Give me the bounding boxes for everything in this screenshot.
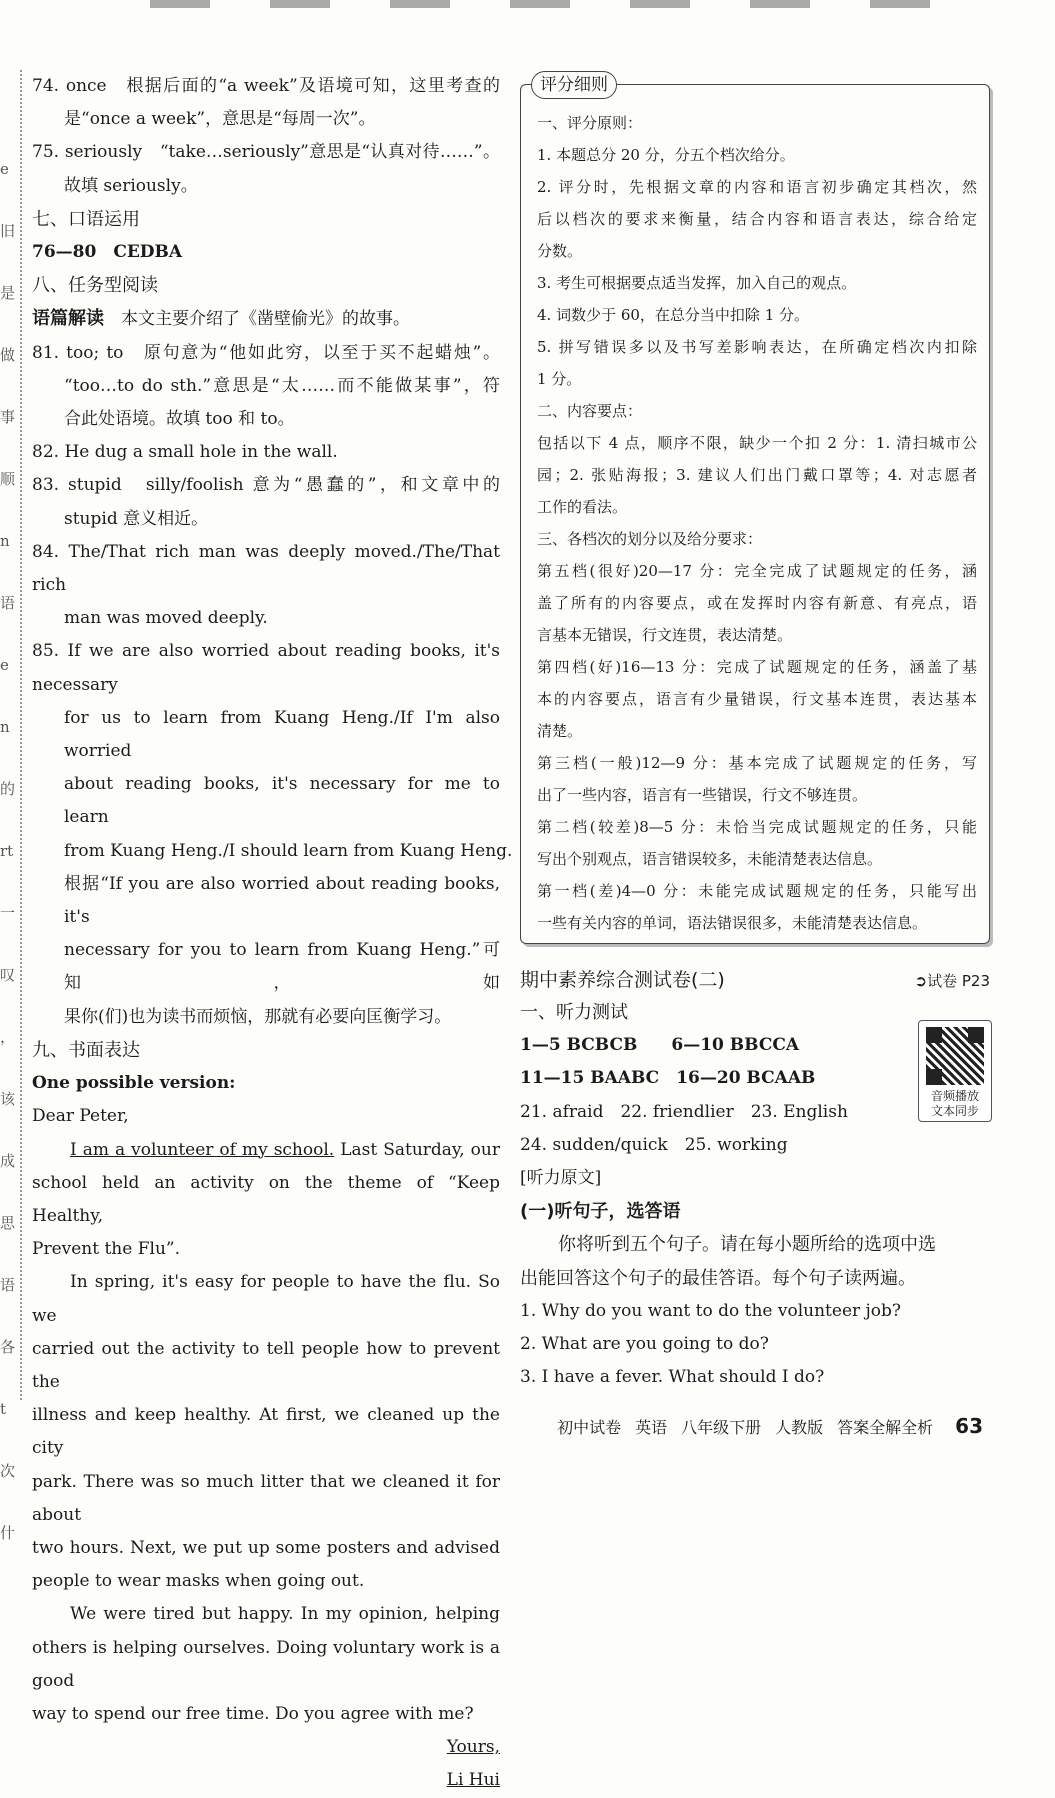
answers-1-5: 1—5 BCBCB (520, 1035, 638, 1056)
q84-line2: man was moved deeply. (64, 608, 268, 629)
left-column (32, 70, 513, 1798)
footer-edition: 人教版 (775, 1417, 824, 1437)
edge-char: 一 (0, 904, 16, 922)
letter-p2-line4: park. There was so much litter that we cleaned it for about (32, 1471, 500, 1525)
section-8-heading: 八、任务型阅读 (32, 275, 158, 297)
letter-p2-line5: two hours. Next, we put up some posters and advised (32, 1537, 500, 1558)
sentence-1: 1. Why do you want to do the volunteer job? (520, 1300, 902, 1321)
edge-char: 该 (0, 1090, 16, 1108)
page-footer (557, 1414, 983, 1438)
rubric-line: 盖了所有的内容要点，或在发挥时内容有新意、有亮点，语 (537, 594, 977, 612)
edge-char: 旧 (0, 222, 16, 240)
rubric-line: 出了一些内容，语言有一些错误，行文不够连贯。 (537, 786, 868, 804)
edge-char: 各 (0, 1338, 16, 1356)
q75-line1: 75. seriously “take…seriously”意思是“认真对待……”。 (32, 142, 500, 163)
instructions-line2: 出能回答这个句子的最佳答语。每个句子读两遍。 (520, 1267, 916, 1289)
column-divider (20, 70, 22, 1400)
edge-char: 语 (0, 1276, 16, 1294)
rubric-line: 第一档(差)4—0 分：未能完成试题规定的任务，只能写出 (537, 882, 977, 900)
edge-char: 的 (0, 780, 16, 798)
q83-line1: 83. stupid silly/foolish 意为“愚蠢的”，和文章中的 (32, 475, 500, 496)
rubric-line: 一些有关内容的单词，语法错误很多，未能清楚表达信息。 (537, 914, 928, 932)
listening-transcript-label: [听力原文] (520, 1168, 602, 1189)
section-9-heading: 九、书面表达 (32, 1039, 140, 1061)
left-edge-bleed (0, 160, 16, 1542)
edge-char: 次 (0, 1462, 16, 1480)
right-column (520, 70, 990, 1394)
rubric-line: 工作的看法。 (537, 498, 628, 516)
instructions-line1: 你将听到五个句子。请在每小题所给的选项中选 (558, 1234, 936, 1256)
rubric-line: 第五档(很好)20—17 分：完全完成了试题规定的任务，涵 (537, 562, 977, 580)
edge-char: t (0, 1400, 7, 1418)
rubric-line: 二、内容要点： (537, 402, 643, 420)
sentence-2: 2. What are you going to do? (520, 1334, 769, 1355)
edge-char: 事 (0, 408, 16, 426)
edge-char: ， (0, 1028, 16, 1046)
scoring-rubric-box (520, 75, 990, 944)
answers-24-25: 24. sudden/quick 25. working (520, 1134, 788, 1155)
q74-line1: 74. once 根据后面的“a week”及语境可知，这里考查的 (32, 76, 500, 96)
footer-grade: 八年级下册 (681, 1417, 762, 1437)
q85-line5: 根据“If you are also worried about reading books, it's (64, 873, 500, 928)
letter-p3-line3: way to spend our free time. Do you agree with me? (32, 1703, 474, 1724)
test-page-reference[interactable]: ➲试卷 P23 (914, 971, 990, 990)
answers-11-15: 11—15 BAABC (520, 1068, 660, 1089)
rubric-line: 言基本无错误，行文连贯，表达清楚。 (537, 626, 793, 644)
passage-analysis-label: 语篇解读 (32, 308, 104, 330)
rubric-tag: 评分细则 (531, 71, 617, 99)
q81-line2: “too…to do sth.”意思是“太……而不能做某事”，符 (64, 375, 500, 396)
q83-line2: stupid 意义相近。 (64, 508, 209, 529)
page-number: 63 (955, 1414, 983, 1438)
qr-label-line2: 文本同步 (930, 1104, 979, 1118)
edge-char: 语 (0, 594, 16, 612)
rubric-line: 第四档(好)16—13 分：完成了试题规定的任务，涵盖了基 (537, 658, 977, 676)
rubric-line: 一、评分原则： (537, 114, 643, 132)
listening-section-heading: 一、听力测试 (520, 1002, 628, 1023)
edge-char: e (0, 656, 9, 674)
letter-p2-line2: carried out the activity to tell people how to prevent the (32, 1338, 500, 1392)
edge-char: 叹 (0, 966, 16, 984)
rubric-line: 包括以下 4 点，顺序不限，缺少一个扣 2 分：1. 清扫城市公 (537, 434, 977, 452)
rubric-line: 清楚。 (537, 722, 583, 740)
rubric-line: 第三档(一般)12—9 分：基本完成了试题规定的任务，写 (537, 754, 977, 772)
part-1-heading: (一)听句子，选答语 (520, 1201, 681, 1223)
q85-line3: about reading books, it's necessary for me to learn (64, 774, 500, 828)
rubric-line: 第二档(较差)8—5 分：未恰当完成试题规定的任务，只能 (537, 818, 977, 836)
qr-label-line1: 音频播放 (930, 1089, 979, 1103)
letter-p1-underlined: I am a volunteer of my school. (70, 1139, 335, 1160)
answers-6-10: 6—10 BBCCA (671, 1035, 800, 1056)
edge-char: 什 (0, 1524, 16, 1542)
rubric-line: 分数。 (537, 242, 583, 260)
rubric-line: 后以档次的要求来衡量，结合内容和语言表达，综合给定 (537, 210, 977, 228)
edge-char: e (0, 160, 9, 178)
letter-p1-line2: school held an activity on the theme of “Keep Healthy, (32, 1172, 500, 1226)
letter-p2-line1: In spring, it's easy for people to have the flu. So we (32, 1272, 500, 1326)
answers-76-80: 76—80 CEDBA (32, 242, 183, 263)
edge-char: n (0, 532, 10, 550)
signature-name: Li Hui (446, 1770, 500, 1791)
q85-line7: 果你(们)也为读书而烦恼，那就有必要向匡衡学习。 (64, 1006, 452, 1027)
rubric-line: 1. 本题总分 20 分，分五个档次给分。 (537, 146, 795, 164)
q82-line: 82. He dug a small hole in the wall. (32, 442, 338, 463)
edge-char: n (0, 718, 10, 736)
letter-p2-line3: illness and keep healthy. At first, we cleaned up the city (32, 1405, 500, 1459)
audio-qr-code[interactable] (918, 1020, 992, 1122)
edge-char: 成 (0, 1152, 16, 1170)
closing-yours: Yours, (446, 1737, 500, 1758)
rubric-line: 3. 考生可根据要点适当发挥，加入自己的观点。 (537, 274, 857, 292)
edge-char: 思 (0, 1214, 16, 1232)
edge-char: 做 (0, 346, 16, 364)
passage-analysis-text: 本文主要介绍了《凿壁偷光》的故事。 (104, 309, 410, 330)
exam-title: 期中素养综合测试卷(二) (520, 969, 725, 991)
rubric-line: 写出个别观点，语言错误较多，未能清楚表达信息。 (537, 850, 883, 868)
section-7-heading: 七、口语运用 (32, 208, 140, 230)
sentence-3: 3. I have a fever. What should I do? (520, 1367, 825, 1388)
one-possible-version: One possible version: (32, 1073, 236, 1094)
q85-line6: necessary for you to learn from Kuang Heng.”可知，如 (64, 940, 500, 994)
q74-line2: 是“once a week”，意思是“每周一次”。 (64, 109, 376, 130)
edge-char: 是 (0, 284, 16, 302)
footer-series: 初中试卷 (557, 1417, 622, 1437)
letter-p3-line2: others is helping ourselves. Doing voluntary work is a good (32, 1637, 500, 1691)
edge-char: 顺 (0, 470, 16, 488)
qr-code-icon (926, 1027, 984, 1085)
rubric-line: 1 分。 (537, 370, 582, 388)
q85-line2: for us to learn from Kuang Heng./If I'm also worried (64, 707, 500, 762)
answers-21-23: 21. afraid 22. friendlier 23. English (520, 1101, 848, 1122)
footer-answer-key: 答案全解全析 (837, 1417, 934, 1437)
answers-16-20: 16—20 BCAAB (676, 1068, 816, 1089)
q81-line3: 合此处语境。故填 too 和 to。 (64, 409, 295, 430)
q75-line2: 故填 seriously。 (64, 175, 198, 196)
rubric-line: 本的内容要点，语言有少量错误，行文基本连贯，表达基本 (537, 690, 977, 708)
salutation: Dear Peter, (32, 1106, 129, 1127)
letter-p1-rest: Last Saturday, our (334, 1139, 500, 1160)
letter-p3-line1: We were tired but happy. In my opinion, helping (70, 1604, 500, 1625)
rubric-line: 5. 拼写错误多以及书写差影响表达，在所确定档次内扣除 (537, 338, 977, 356)
edge-char: rt (0, 842, 14, 860)
rubric-line: 三、各档次的划分以及给分要求： (537, 530, 763, 548)
letter-p1-line3: Prevent the Flu”. (32, 1239, 180, 1260)
q84-line1: 84. The/That rich man was deeply moved./The/That rich (32, 541, 500, 596)
rubric-line: 园；2. 张贴海报；3. 建议人们出门戴口罩等；4. 对志愿者 (537, 466, 977, 484)
rubric-line: 2. 评分时，先根据文章的内容和语言初步确定其档次，然 (537, 178, 977, 196)
letter-p2-line6: people to wear masks when going out. (32, 1571, 365, 1592)
top-edge-marks (150, 0, 980, 8)
q85-line4: from Kuang Heng./I should learn from Kuang Heng. (64, 840, 513, 861)
footer-subject: 英语 (635, 1417, 668, 1437)
q85-line1: 85. If we are also worried about reading books, it's necessary (32, 641, 500, 695)
rubric-line: 4. 词数少于 60，在总分当中扣除 1 分。 (537, 306, 810, 324)
q81-line1: 81. too; to 原句意为“他如此穷，以至于买不起蜡烛”。 (32, 342, 500, 363)
